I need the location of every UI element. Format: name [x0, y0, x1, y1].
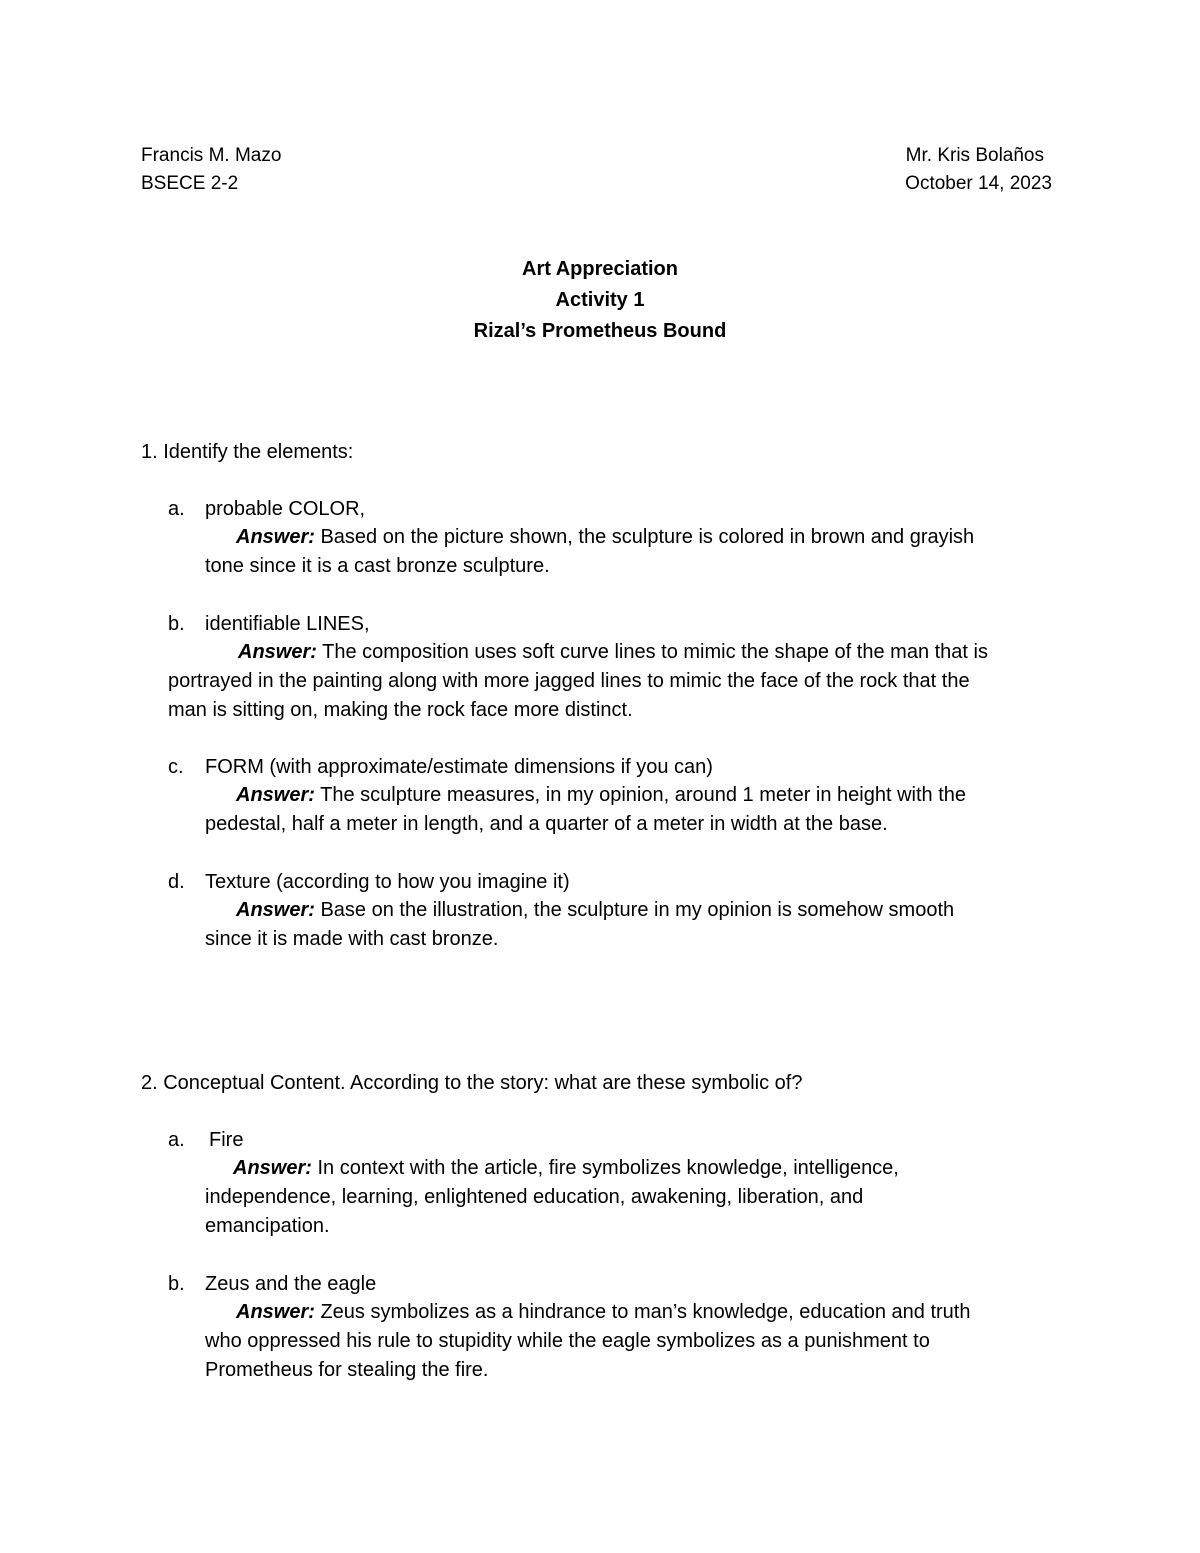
- item-label: probable COLOR,: [205, 498, 366, 520]
- item-marker: a.: [168, 1129, 185, 1151]
- answer-text: man is sitting on, making the rock face more distinct.: [168, 699, 633, 721]
- item-label: Texture (according to how you imagine it): [205, 871, 570, 893]
- item-marker: d.: [168, 871, 185, 893]
- answer-text: Based on the picture shown, the sculpture is colored in brown and grayish: [320, 526, 975, 548]
- student-name: Francis M. Mazo: [141, 145, 282, 166]
- date: October 14, 2023: [905, 173, 1052, 194]
- question-1-heading: 1. Identify the elements:: [141, 441, 354, 463]
- item-marker: b.: [168, 613, 185, 635]
- course-title: Art Appreciation: [522, 258, 678, 280]
- item-marker: a.: [168, 498, 185, 520]
- answer-label: Answer:: [236, 526, 315, 548]
- item-label: Zeus and the eagle: [205, 1273, 377, 1295]
- answer-2a: [205, 1154, 899, 1241]
- answer-text: since it is made with cast bronze.: [205, 928, 499, 950]
- answer-label: Answer:: [236, 899, 315, 921]
- teacher-name: Mr. Kris Bolaños: [905, 145, 1044, 166]
- item-label: identifiable LINES,: [205, 613, 370, 635]
- answer-1a: [205, 523, 974, 581]
- answer-1c: [205, 781, 966, 839]
- answer-label: Answer:: [238, 641, 317, 663]
- item-label: Fire: [209, 1129, 244, 1151]
- answer-label: Answer:: [236, 784, 315, 806]
- answer-text: The composition uses soft curve lines to mimic the shape of the man that is: [322, 641, 988, 663]
- answer-text: independence, learning, enlightened education, awakening, liberation, and: [205, 1186, 864, 1208]
- item-marker: b.: [168, 1273, 185, 1295]
- answer-label: Answer:: [236, 1301, 315, 1323]
- activity-title: Activity 1: [555, 289, 645, 311]
- answer-text: Prometheus for stealing the fire.: [205, 1359, 489, 1381]
- section: BSECE 2-2: [141, 173, 239, 194]
- answer-text: who oppressed his rule to stupidity while the eagle symbolizes as a punishment to: [205, 1330, 930, 1352]
- answer-text: portrayed in the painting along with more jagged lines to mimic the face of the rock that the: [168, 670, 970, 692]
- answer-text: Zeus symbolizes as a hindrance to man’s knowledge, education and truth: [320, 1301, 971, 1323]
- subject-title: Rizal’s Prometheus Bound: [473, 320, 727, 342]
- answer-text: tone since it is a cast bronze sculpture.: [205, 555, 550, 577]
- answer-2b: [205, 1298, 970, 1385]
- item-marker: c.: [168, 756, 184, 778]
- answer-1b: [168, 638, 988, 725]
- question-2-heading: 2. Conceptual Content. According to the story: what are these symbolic of?: [141, 1072, 803, 1094]
- answer-label: Answer:: [233, 1157, 312, 1179]
- answer-1d: [205, 896, 954, 954]
- answer-text: emancipation.: [205, 1215, 330, 1237]
- item-label: FORM (with approximate/estimate dimensions if you can): [205, 756, 713, 778]
- answer-text: The sculpture measures, in my opinion, around 1 meter in height with the: [320, 784, 967, 806]
- answer-text: In context with the article, fire symbolizes knowledge, intelligence,: [317, 1157, 899, 1179]
- answer-text: pedestal, half a meter in length, and a quarter of a meter in width at the base.: [205, 813, 888, 835]
- answer-text: Base on the illustration, the sculpture in my opinion is somehow smooth: [320, 899, 955, 921]
